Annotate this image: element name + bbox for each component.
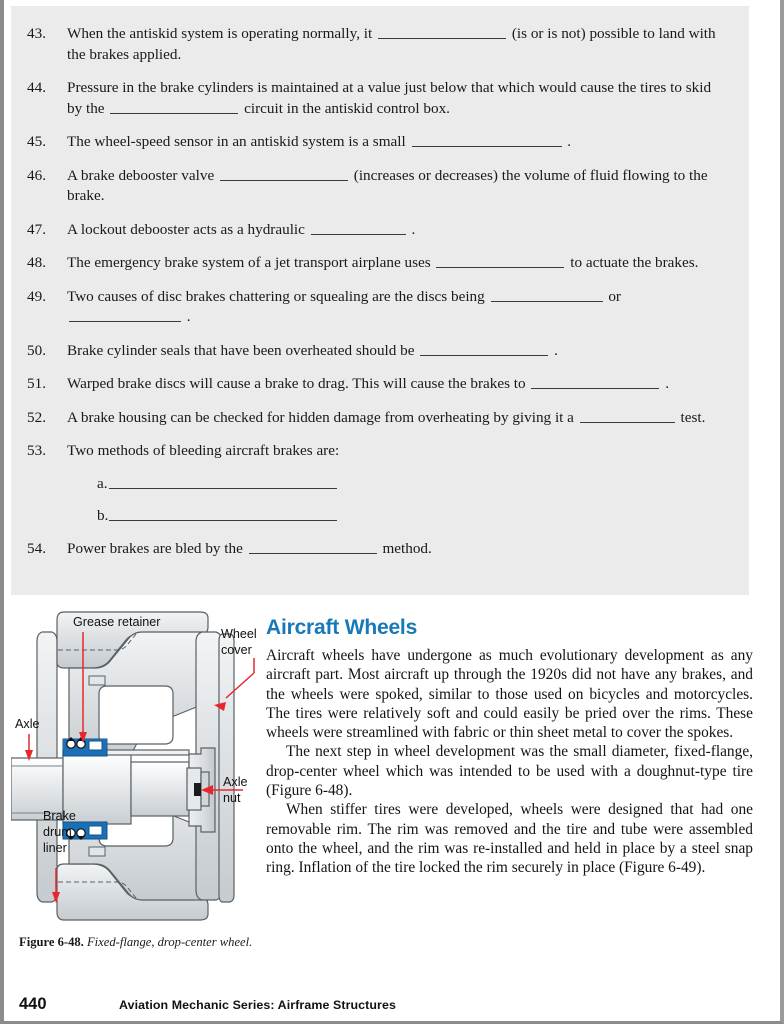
review-questions-list <box>11 6 749 559</box>
review-question <box>27 539 725 560</box>
axle-nut-marker <box>194 783 201 796</box>
question-text <box>67 24 725 65</box>
question-text-run: test. <box>676 408 706 426</box>
question-text-run: . <box>563 133 572 150</box>
question-number: 46. <box>27 166 46 184</box>
figure-label-axle-nut-line1: Axle <box>223 775 248 789</box>
question-sub-item <box>97 474 725 494</box>
question-text-run: The wheel-speed sensor in an antiskid system is a small <box>67 133 410 150</box>
question-text <box>67 341 725 362</box>
figure-label-wheel-cover-line2: cover <box>221 643 252 657</box>
answer-blank[interactable] <box>109 475 337 489</box>
question-text <box>67 287 725 328</box>
question-number: 53. <box>27 442 46 459</box>
question-text-run: to actuate the brakes. <box>566 254 699 271</box>
figure-label-wheel-cover-line1: Wheel <box>221 627 257 641</box>
fixed-flange-drop-center-wheel-diagram <box>11 610 259 928</box>
question-number: 54. <box>27 539 46 557</box>
review-questions-panel <box>11 6 749 595</box>
question-text <box>67 132 725 153</box>
answer-blank[interactable] <box>109 507 337 521</box>
review-question <box>27 374 725 395</box>
answer-blank[interactable] <box>580 409 675 423</box>
review-question <box>27 166 725 207</box>
review-question <box>27 341 725 362</box>
review-question <box>27 253 725 274</box>
article-heading: Aircraft Wheels <box>266 616 418 639</box>
question-sub-list <box>67 474 725 526</box>
figure-label-brake-drum-line2: drum <box>43 825 72 839</box>
question-text-run: circuit in the antiskid control box. <box>240 99 450 117</box>
answer-blank[interactable] <box>531 375 659 389</box>
question-text-run: . <box>550 341 558 359</box>
review-question <box>27 287 725 328</box>
figure-caption-label: Figure 6-48. <box>19 935 84 949</box>
question-text <box>67 374 725 395</box>
review-question <box>27 24 725 65</box>
review-question <box>27 220 725 241</box>
article-paragraph-1: Aircraft wheels have undergone as much evolutionary development as any aircraft part. Most aircraft up through the 1920s did not have any brakes, and the wheels were spoked, similar to those used on bicycles and motorcycles. The tires were relatively soft and could easily be pried over the rims. These wheels were streamlined with fabric or thin sheet metal to cover the spokes. <box>266 647 753 742</box>
question-text-run: Power brakes are bled by the <box>67 539 247 557</box>
bearing-upper <box>63 737 107 756</box>
article-paragraph-3: When stiffer tires were developed, wheels were designed that had one removable rim. The rim was removed and the tire and tube were assembled onto the wheel, and the rim was re-installed and held in place by a steel snap ring. Inflation of the tire locked the rim securely in place (Figure 6-49). <box>266 801 753 877</box>
sub-item-label: a. <box>97 474 108 492</box>
question-number: 45. <box>27 133 46 150</box>
question-number: 43. <box>27 25 46 42</box>
question-text <box>67 78 725 119</box>
question-text-run: Pressure in the brake cylinders is maintained at a value just below that which would cause the tires to skid by the <box>67 79 712 117</box>
figure-label-brake-drum-line3: liner <box>43 841 67 855</box>
question-text <box>67 253 725 274</box>
question-text <box>67 441 725 462</box>
question-number: 52. <box>27 408 46 426</box>
question-number: 50. <box>27 341 46 359</box>
review-question <box>27 132 725 153</box>
review-question <box>27 408 725 429</box>
figure-label-axle-nut-line2: nut <box>223 791 241 805</box>
page-footer <box>11 995 753 1019</box>
question-number: 44. <box>27 79 46 96</box>
lower-content <box>11 600 753 950</box>
figure-caption-text: Fixed-flange, drop-center wheel. <box>86 935 253 949</box>
question-text-run: A brake housing can be checked for hidden damage from overheating by giving it a <box>67 408 578 426</box>
question-text-run: or <box>604 287 621 305</box>
question-text-run: Two causes of disc brakes chattering or squealing are the discs being <box>67 287 489 305</box>
answer-blank[interactable] <box>412 133 562 147</box>
review-question <box>27 78 725 119</box>
question-text-run: The emergency brake system of a jet transport airplane uses <box>67 254 435 271</box>
question-number: 51. <box>27 375 46 392</box>
question-number: 49. <box>27 287 46 305</box>
sub-item-label: b. <box>97 506 109 524</box>
question-sub-item <box>97 506 725 526</box>
answer-blank[interactable] <box>491 288 603 302</box>
figure-label-brake-drum-line1: Brake <box>43 809 76 823</box>
answer-blank[interactable] <box>378 25 506 39</box>
question-text-run: . <box>407 220 416 238</box>
question-text-run: A lockout debooster acts as a hydraulic <box>67 220 309 238</box>
question-text-run: . <box>661 375 669 392</box>
question-text <box>67 166 725 207</box>
question-text-run: (increases or decreases) the volume of fluid flowing to the brake. <box>67 166 708 204</box>
answer-blank[interactable] <box>69 308 181 322</box>
question-text <box>67 408 725 429</box>
answer-blank[interactable] <box>420 342 548 356</box>
question-text-run: Brake cylinder seals that have been overheated should be <box>67 341 419 359</box>
book-title: Aviation Mechanic Series: Airframe Structures <box>119 998 396 1012</box>
question-text-run: When the antiskid system is operating normally, it <box>67 25 377 42</box>
article-aircraft-wheels <box>266 616 753 878</box>
figure-label-axle: Axle <box>15 717 40 731</box>
answer-blank[interactable] <box>220 167 348 181</box>
question-number: 47. <box>27 220 46 238</box>
review-question <box>27 441 725 526</box>
page-number: 440 <box>19 995 47 1013</box>
question-text <box>67 220 725 241</box>
figure-6-48 <box>11 610 259 949</box>
question-text-run: Warped brake discs will cause a brake to drag. This will cause the brakes to <box>67 375 530 392</box>
answer-blank[interactable] <box>249 540 377 554</box>
question-text-run: Two methods of bleeding aircraft brakes are: <box>67 442 340 459</box>
answer-blank[interactable] <box>110 100 238 114</box>
article-paragraph-2: The next step in wheel development was the small diameter, fixed-flange, drop-center wheel which was intended to be used with a doughnut-type tire (Figure 6-48). <box>266 743 753 800</box>
question-number: 48. <box>27 254 46 271</box>
question-text-run: . <box>183 308 191 325</box>
question-text-run: method. <box>378 539 432 557</box>
figure-label-grease-retainer: Grease retainer <box>73 615 161 629</box>
figure-caption <box>19 935 255 950</box>
answer-blank[interactable] <box>311 221 406 235</box>
question-text-run: A brake debooster valve <box>67 166 218 184</box>
question-text <box>67 539 725 560</box>
answer-blank[interactable] <box>436 254 564 268</box>
question-text-run: (is or is not) possible to land with the brakes applied. <box>67 25 716 63</box>
